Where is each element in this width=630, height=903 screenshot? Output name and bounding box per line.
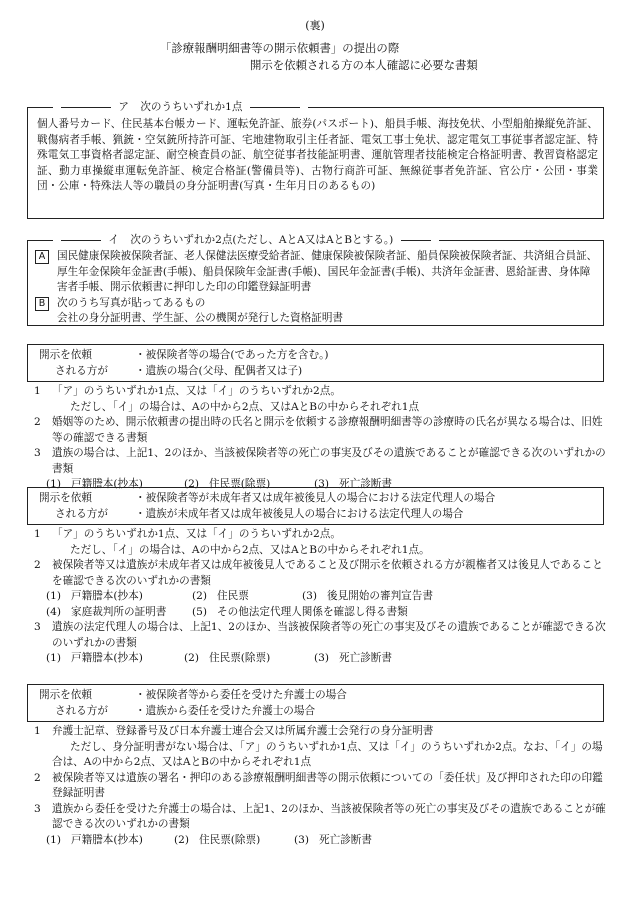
requester-label: 開示を依頼 <box>39 492 92 504</box>
document-option: (1) 戸籍謄本(抄本) <box>46 833 143 846</box>
document-option: (2) 住民票 <box>192 590 249 602</box>
requester-label: される方が <box>55 364 108 377</box>
legend-rule-left <box>61 240 101 241</box>
section-3-requirements <box>34 724 606 848</box>
list-item: 3 遺族から委任を受けた弁護士の場合は、上記1、2のほか、当該被保険者等の死亡の事実及びその遺族であることが確認できる次のいずれかの書類 <box>34 802 606 830</box>
document-option: (3) 死亡診断書 <box>294 833 372 846</box>
legend-rule-left <box>61 107 111 108</box>
list-item: 1 「ア」のうちいずれか1点、又は「イ」のうちいずれか2点。 <box>34 528 341 540</box>
box-i-item-b-sub: 会社の身分証明書、学生証、公の機関が発行した資格証明書 <box>57 312 344 324</box>
box-a-legend-mark: ア <box>118 101 129 113</box>
letter-a-badge: A <box>35 250 49 264</box>
document-options <box>34 833 606 849</box>
list-item: 2 婚姻等のため、開示依頼書の提出時の氏名と開示を依頼する診療報酬明細書等の診療時の氏名が異なる場合は、旧姓等の確認できる書類 <box>34 416 603 444</box>
list-item: 3 遺族の場合は、上記1、2のほか、当該被保険者等の死亡の事実及びその遺族であることが確認できる次のいずれかの書類 <box>34 447 606 475</box>
requester-label: 開示を依頼 <box>39 689 92 701</box>
document-option: (4) 家庭裁判所の証明書 <box>46 605 167 618</box>
box-i-two-documents <box>27 234 604 326</box>
document-option: (3) 死亡診断書 <box>314 478 392 490</box>
list-item: 1 「ア」のうちいずれか1点、又は「イ」のうちいずれか2点。 <box>34 385 341 397</box>
section-1-requirements <box>34 384 606 493</box>
document-option: (2) 住民票(除票) <box>174 833 261 846</box>
legend-rule-right <box>401 240 431 241</box>
box-a-legend <box>53 100 308 115</box>
document-option: (2) 住民票(除票) <box>184 478 271 490</box>
box-i-item-b-text: 次のうち写真が貼ってあるもの <box>57 296 206 309</box>
requester-case: ・遺族が未成年者又は成年被後見人の場合における法定代理人の場合 <box>135 507 464 520</box>
document-option: (2) 住民票(除票) <box>184 652 271 664</box>
box-i-item-a-text: 国民健康保険被保険者証、老人保健法医療受給者証、健康保険被保険者証、船員保険被保険者証、共済組合員証、厚生年金保険年金証書(手帳)、船員保険年金証書(手帳)、国民年金証書(手帳)、共済年金証書、恩給証書、身体障害者手帳、開示依頼書に押印した印の印鑑登録証明書 <box>57 250 598 293</box>
box-a-document-list: 個人番号カード、住民基本台帳カード、運転免許証、旅券(パスポート)、船員手帳、海技免状、小型船舶操縦免許証、戦傷病者手帳、猟銃・空気銃所持許可証、宅地建物取引主任者証、電気工事士免状、認定電気工事従事者認定証、特殊電気工事資格者認定証、耐空検査員の証、航空従事者技能証明書、運航管理者技能検定合格証明書、教習資格認定証、動力車操縦車運転免許証、検定合格証(警備員等)、古物行商許可証、無線従事者免許証、官公庁・公団・事業団・公庫・特殊法人等の職員の身分証明書(写真・生年月日のあるもの) <box>37 118 598 192</box>
document-option: (3) 死亡診断書 <box>314 652 392 664</box>
requester-case: ・被保険者等から委任を受けた弁護士の場合 <box>135 689 347 701</box>
list-item: 2 被保険者等又は遺族の署名・押印のある診療報酬明細書等の開示依頼についての「委任状」及び押印された印の印鑑登録証明書 <box>34 771 603 799</box>
requester-label: される方が <box>55 704 108 717</box>
box-i-legend-mark: イ <box>108 234 119 246</box>
requester-label: される方が <box>55 507 108 520</box>
document-option: (1) 戸籍謄本(抄本) <box>46 478 143 490</box>
box-i-item-b <box>35 296 598 327</box>
page-side-label: (裏) <box>305 19 325 32</box>
list-item: 3 遺族の法定代理人の場合は、上記1、2のほか、当該被保険者等の死亡の事実及びその遺族であることが確認できる次のいずれかの書類 <box>34 621 606 649</box>
requester-case: ・被保険者等が未成年者又は成年被後見人の場合における法定代理人の場合 <box>135 492 496 504</box>
list-item-note: ただし、「イ」の場合は、Aの中から2点、又はAとBの中からそれぞれ1点。 <box>70 543 430 556</box>
list-item: 2 被保険者等又は遺族が未成年者又は成年被後見人であること及び開示を依頼される方が親権者又は後見人であることを確認できる次のいずれかの書類 <box>34 559 603 587</box>
legend-rule-right <box>250 107 300 108</box>
box-i-legend <box>53 233 439 248</box>
document-option: (5) その他法定代理人関係を確認し得る書類 <box>192 605 408 618</box>
document-option: (3) 後見開始の審判宣告書 <box>302 590 433 602</box>
document-option: (1) 戸籍謄本(抄本) <box>46 590 143 602</box>
section-2-requirements <box>34 527 606 667</box>
requester-case: ・遺族から委任を受けた弁護士の場合 <box>135 704 316 717</box>
document-title-line1: 「診療報酬明細書等の開示依頼書」の提出の際 <box>160 41 400 55</box>
document-options <box>34 605 606 621</box>
list-item: 1 弁護士記章、登録番号及び日本弁護士連合会又は所属弁護士会発行の身分証明書 <box>34 725 434 737</box>
document-options <box>34 651 606 667</box>
box-a-legend-text: 次のうちいずれか1点 <box>140 101 243 113</box>
box-a-one-document <box>27 101 604 219</box>
list-item-note: ただし、「イ」の場合は、Aの中から2点、又はAとBの中からそれぞれ1点 <box>70 400 420 413</box>
document-option: (1) 戸籍謄本(抄本) <box>46 652 143 664</box>
requester-box-legal-representative <box>27 487 604 525</box>
requester-case: ・被保険者等の場合(であった方を含む。) <box>135 349 329 361</box>
requester-label: 開示を依頼 <box>39 349 92 361</box>
list-item-note: ただし、身分証明書がない場合は、「ア」のうちいずれか1点、又は「イ」のうちいずれか2点。なお、「イ」の場合は、Aの中から2点、又はAとBの中からそれぞれ1点 <box>52 740 603 768</box>
box-i-item-a <box>35 249 598 296</box>
requester-case: ・遺族の場合(父母、配偶者又は子) <box>135 364 303 377</box>
requester-box-lawyer <box>27 684 604 722</box>
document-options <box>34 589 606 605</box>
document-title-line2: 開示を依頼される方の本人確認に必要な書類 <box>250 58 478 72</box>
letter-b-badge: B <box>35 297 49 311</box>
requester-box-insured-or-family <box>27 344 604 382</box>
box-i-legend-text: 次のうちいずれか2点(ただし、AとA又はAとBとする。) <box>130 234 394 246</box>
